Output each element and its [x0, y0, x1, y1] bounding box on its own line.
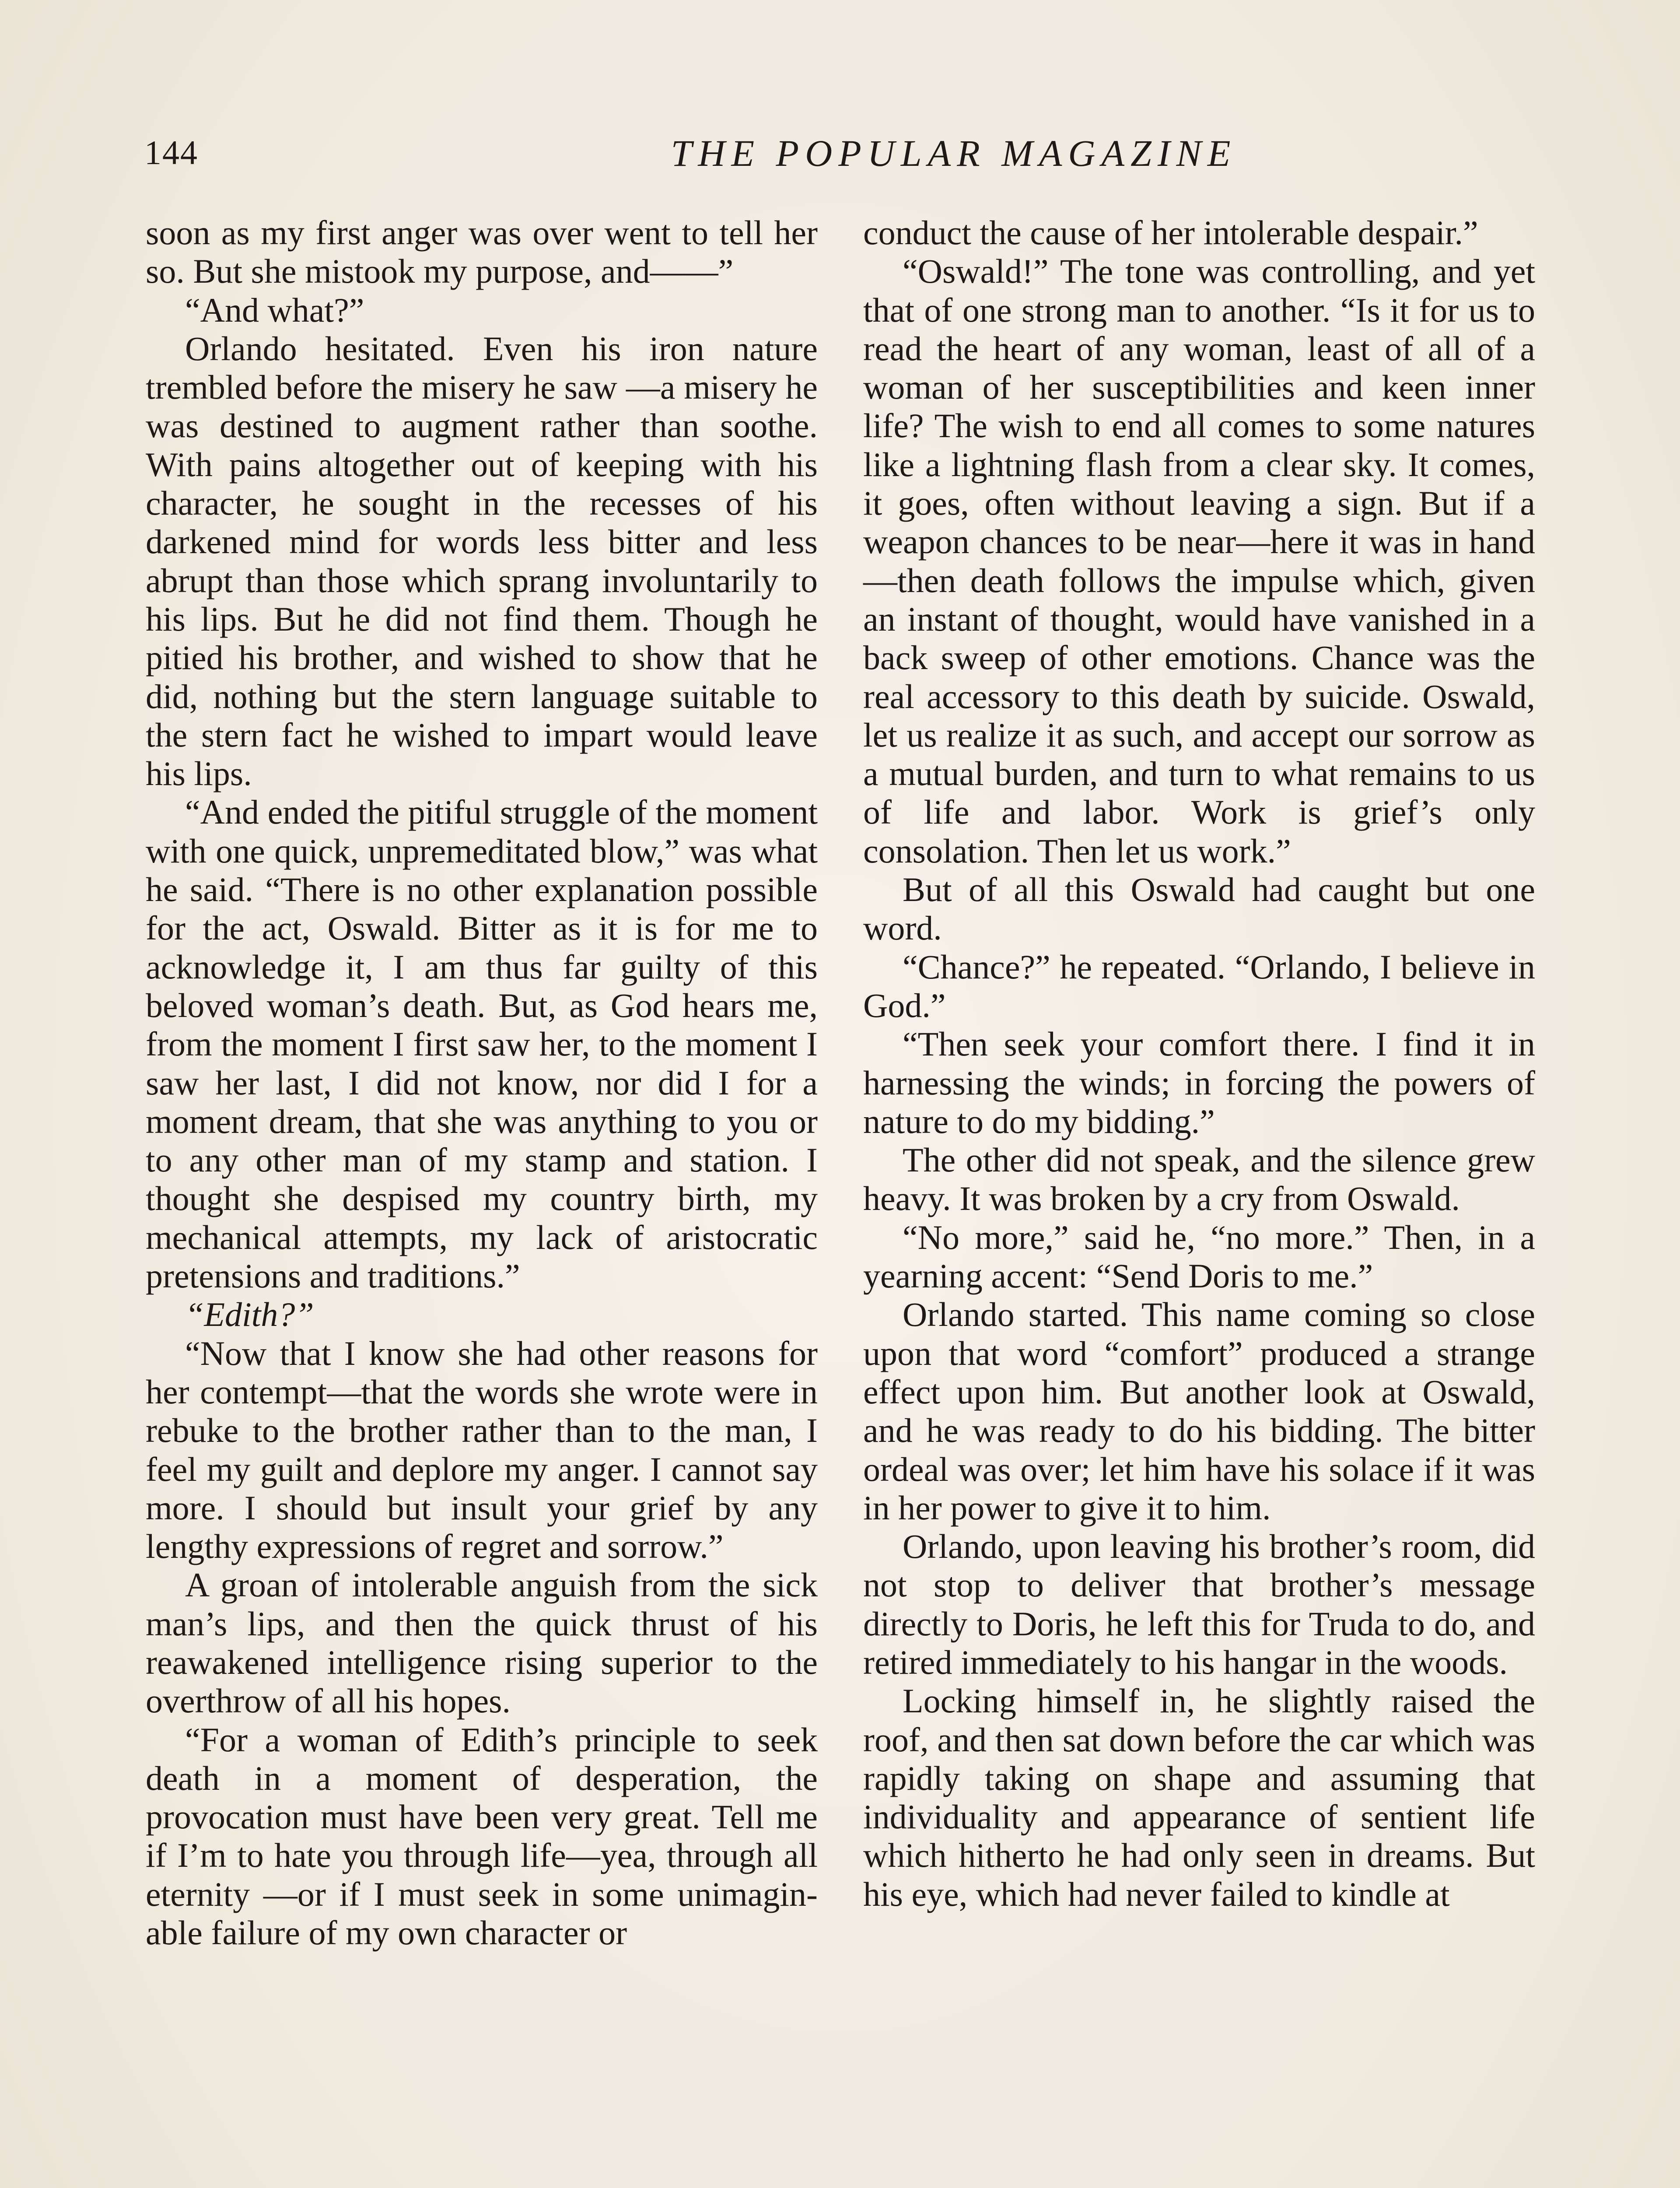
paragraph: conduct the cause of her intolerable despair.”: [863, 214, 1478, 252]
paragraph: “Now that I know she had other reasons for her contempt—that the words she wrote were in rebuke to the brother rather than to the man, I feel my guilt and deplore my anger. I cannot say more. I should but insult your grief by any lengthy expressions of regret and sorrow.”: [146, 1334, 818, 1566]
paragraph: “For a woman of Edith’s principle to seek death in a moment of desperation, the provocation must have been very great. Tell me if I’m to hate you through life—yea, through all eternity —or if I must seek in some unimaginable failure of my own character or: [146, 1720, 818, 1952]
paragraph: The other did not speak, and the silence grew heavy. It was broken by a cry from Oswald.: [863, 1141, 1535, 1218]
paragraph: Orlando hesitated. Even his iron nature trembled before the misery he saw —a misery he was destined to augment rather than soothe. With pains altogether out of keeping with his character, he sought in the recesses of his darkened mind for words less bitter and less abrupt than those which sprang involuntarily to his lips. But he did not find them. Though he pitied his brother, and wished to show that he did, nothing but the stern language suitable to the stern fact he wished to impart would leave his lips.: [146, 329, 818, 793]
page-number: 144: [144, 133, 198, 172]
paragraph: “And what?”: [185, 291, 364, 329]
paragraph: Orlando, upon leaving his brother’s room, did not stop to deliver that brother’s message directly to Doris, he left this for Truda to do, and retired immediately to his hangar in the woods.: [863, 1527, 1535, 1681]
paragraph: “Edith?”: [185, 1295, 314, 1334]
magazine-title: THE POPULAR MAGAZINE: [671, 132, 1237, 174]
paragraph: “And ended the pitiful struggle of the moment with one quick, unpremeditated blow,” was what he said. “There is no other explanation possible for the act, Oswald. Bitter as it is for me to acknowledge it, I am thus far guilty of this beloved woman’s death. But, as God hears me, from the moment I first saw her, to the moment I saw her last, I did not know, nor did I for a moment dream, that she was anything to you or to any other man of my stamp and station. I thought she despised my country birth, my mechanical attempts, my lack of aristocratic pretensions and traditions.”: [146, 793, 818, 1295]
paragraph: soon as my first anger was over went to tell her so. But she mistook my purpose, and——”: [146, 214, 818, 291]
paragraph: Locking himself in, he slightly raised the roof, and then sat down before the car which was rapidly taking on shape and assuming that individuality and appearance of sentient life which hitherto he had only seen in dreams. But his eye, which had never failed to kindle at: [863, 1682, 1535, 1913]
paragraph: But of all this Oswald had caught but one word.: [863, 870, 1535, 947]
left-column: [146, 214, 818, 1952]
paragraph: “Oswald!” The tone was controlling, and yet that of one strong man to another. “Is it for us to read the heart of any woman, least of all of a woman of her susceptibilities and keen inner life? The wish to end all comes to some natures like a lightning flash from a clear sky. It comes, it goes, often without leaving a sign. But if a weapon chances to be near—here it was in hand —then death follows the impulse which, given an instant of thought, would have vanished in a back sweep of other emotions. Chance was the real accessory to this death by suicide. Oswald, let us realize it as such, and accept our sorrow as a mutual burden, and turn to what remains to us of life and labor. Work is grief’s only consolation. Then let us work.”: [863, 252, 1535, 870]
right-column: [863, 214, 1535, 1914]
paragraph: “No more,” said he, “no more.” Then, in a yearning accent: “Send Doris to me.”: [863, 1218, 1535, 1295]
paragraph: “Then seek your comfort there. I find it in harnessing the winds; in forcing the powers of nature to do my bidding.”: [863, 1025, 1535, 1140]
paragraph: Orlando started. This name coming so close upon that word “comfort” produced a strange effect upon him. But another look at Oswald, and he was ready to do his bidding. The bitter ordeal was over; let him have his solace if it was in her power to give it to him.: [863, 1295, 1535, 1527]
paragraph: “Chance?” he repeated. “Orlando, I believe in God.”: [863, 947, 1535, 1024]
paragraph: A groan of intolerable anguish from the sick man’s lips, and then the quick thrust of his reawakened intelligence rising superior to the overthrow of all his hopes.: [146, 1566, 818, 1720]
running-head: [144, 131, 1544, 184]
